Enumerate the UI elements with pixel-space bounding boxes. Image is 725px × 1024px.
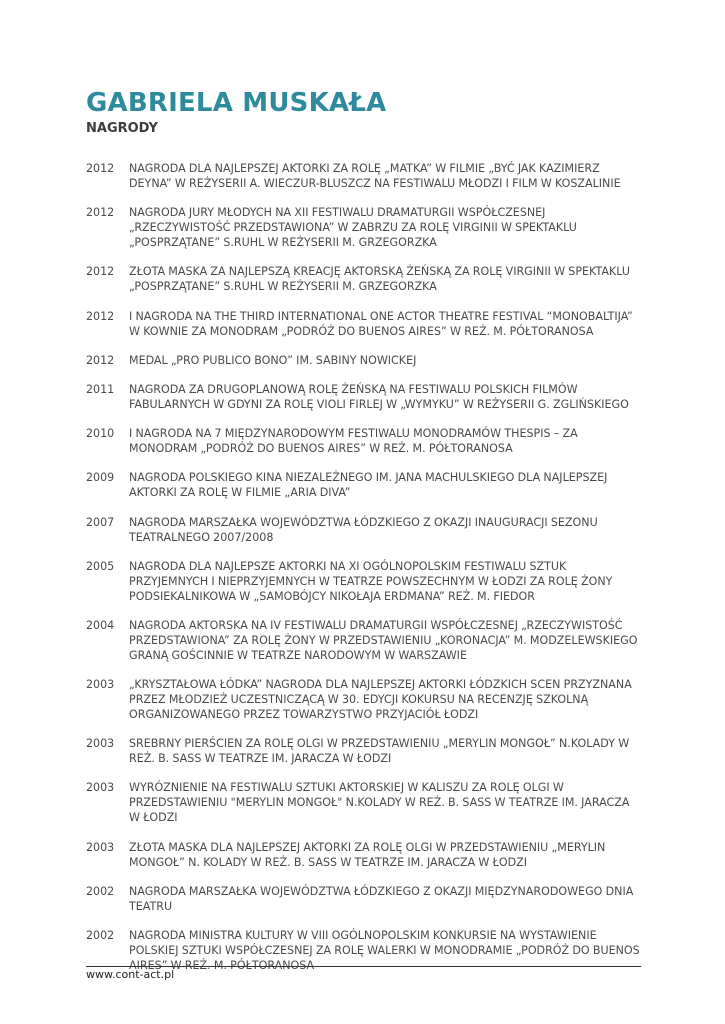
award-description: ZŁOTA MASKA ZA NAJLEPSZĄ KREACJĘ AKTORSKĄ ŻEŃSKĄ ZA ROLĘ VIRGINII W SPEKTAKLU „POSPRZĄTANE” S.RUHL W REŻYSERII M. GRZEGORZKA	[129, 265, 630, 294]
award-item	[86, 309, 641, 339]
page-title: GABRIELA MUSKAŁA	[86, 88, 387, 118]
award-description: MEDAL „PRO PUBLICO BONO” IM. SABINY NOWICKEJ	[129, 353, 417, 367]
award-item	[86, 470, 641, 500]
award-item	[86, 426, 641, 456]
award-item	[86, 559, 641, 604]
award-description: „KRYSZTAŁOWA ŁÓDKA” NAGRODA DLA NAJLEPSZEJ AKTORKI ŁÓDZKICH SCEN PRZYZNANA PRZEZ MŁODZIEŻ UCZESTNICZĄCĄ W 30. EDYCJI KOKURSU NA RECENZJĘ SZKOLNĄ ORGANIZOWANEGO PRZEZ TOWARZYSTWO PRZYJACIÓŁ ŁODZI	[129, 678, 632, 722]
award-item	[86, 515, 641, 545]
award-year: 2009	[86, 471, 115, 485]
award-year: 2012	[86, 162, 115, 175]
award-item	[86, 353, 641, 368]
award-item	[86, 161, 641, 191]
award-year: 2003	[86, 678, 115, 692]
award-description: NAGRODA MARSZAŁKA WOJEWÓDZTWA ŁÓDZKIEGO Z OKAZJI MIĘDZYNARODOWEGO DNIA TEATRU	[129, 884, 634, 913]
award-year: 2003	[86, 737, 115, 751]
award-description: SREBRNY PIERŚCIEN ZA ROLĘ OLGI W PRZEDSTAWIENIU „MERYLIN MONGOŁ” N.KOLADY W REŻ. B. SASS W TEATRZE IM. JARACZA W ŁODZI	[129, 737, 630, 766]
award-year: 2002	[86, 929, 115, 942]
awards-list	[86, 161, 641, 987]
award-year: 2003	[86, 840, 115, 854]
award-year: 2012	[86, 309, 115, 323]
award-description: I NAGRODA NA THE THIRD INTERNATIONAL ONE ACTOR THEATRE FESTIVAL “MONOBALTIJA” W KOWNIE ZA MONODRAM „PODRÓŻ DO BUENOS AIRES” W REŻ. M. PÓŁTORANOSA	[129, 309, 633, 338]
award-description: ZŁOTA MASKA DLA NAJLEPSZEJ AKTORKI ZA ROLĘ OLGI W PRZEDSTAWIENIU „MERYLIN MONGOŁ” N. KOLADY W REŻ. B. SASS W TEATRZE IM. JARACZA W ŁODZI	[129, 840, 606, 869]
award-year: 2004	[86, 618, 115, 632]
award-description: WYRÓZNIENIE NA FESTIWALU SZTUKI AKTORSKIEJ W KALISZU ZA ROLĘ OLGI W PRZEDSTAWIENIU "MERYLIN MONGOŁ" N.KOLADY W REŻ. B. SASS W TEATRZE IM. JARACZA W ŁODZI	[129, 781, 630, 825]
award-description: NAGRODA MARSZAŁKA WOJEWÓDZTWA ŁÓDZKIEGO Z OKAZJI INAUGURACJI SEZONU TEATRALNEGO 2007/2008	[129, 515, 598, 544]
award-year: 2012	[86, 353, 115, 367]
award-description: NAGRODA ZA DRUGOPLANOWĄ ROLĘ ŻEŃSKĄ NA FESTIWALU POLSKICH FILMÓW FABULARNYCH W GDYNI ZA ROLĘ VIOLI FIRLEJ W „WYMYKU” W REŻYSERII G. ZGLIŃSKIEGO	[129, 382, 629, 411]
award-description: NAGRODA MINISTRA KULTURY W VIII OGÓLNOPOLSKIM KONKURSIE NA WYSTAWIENIE POLSKIEJ SZTUKI WSPÓŁCZESNEJ ZA ROLĘ WALERKI W MONODRAMIE „PODRÓŻ DO BUENOS AIRES” W REŻ. M. PÓŁTORANOSA	[129, 929, 640, 972]
award-year: 2012	[86, 265, 115, 279]
footer-url[interactable]: www.cont-act.pl	[86, 968, 175, 981]
award-item	[86, 264, 641, 294]
award-year: 2010	[86, 427, 115, 441]
award-item	[86, 780, 641, 825]
section-heading: NAGRODY	[86, 121, 158, 136]
award-year: 2007	[86, 515, 115, 529]
award-item	[86, 618, 641, 663]
award-description: NAGRODA POLSKIEGO KINA NIEZALEŻNEGO IM. JANA MACHULSKIEGO DLA NAJLEPSZEJ AKTORKI ZA ROLĘ W FILMIE „ARIA DIVA”	[129, 471, 608, 500]
award-description: NAGRODA JURY MŁODYCH NA XII FESTIWALU DRAMATURGII WSPÓŁCZESNEJ „RZECZYWISTOŚĆ PRZEDSTAWIONA” W ZABRZU ZA ROLĘ VIRGINII W SPEKTAKLU „POSPRZĄTANE” S.RUHL W REŻYSERII M. GRZEGORZKA	[129, 206, 577, 250]
footer-divider	[86, 966, 641, 967]
award-item	[86, 382, 641, 412]
award-item	[86, 205, 641, 250]
award-item	[86, 736, 641, 766]
award-item	[86, 840, 641, 870]
award-year: 2005	[86, 559, 115, 573]
award-description: NAGRODA DLA NAJLEPSZE AKTORKI NA XI OGÓLNOPOLSKIM FESTIWALU SZTUK PRZYJEMNYCH I NIEPRZYJEMNYCH W TEATRZE POWSZECHNYM W ŁODZI ZA ROLĘ ŻONY PODSIEKALNIKOWA W „SAMOBÓJCY NIKOŁAJA ERDMANA” REŻ. M. FIEDOR	[129, 559, 613, 603]
award-description: NAGRODA DLA NAJLEPSZEJ AKTORKI ZA ROLĘ „MATKA” W FILMIE „BYĆ JAK KAZIMIERZ DEYNA” W REŻYSERII A. WIECZUR-BLUSZCZ NA FESTIWALU MŁODZI I FILM W KOSZALINIE	[129, 162, 621, 190]
award-year: 2011	[86, 382, 115, 396]
award-description: NAGRODA AKTORSKA NA IV FESTIWALU DRAMATURGII WSPÓŁCZESNEJ „RZECZYWISTOŚĆ PRZEDSTAWIONA” ZA ROLĘ ŻONY W PRZEDSTAWIENIU „KORONACJA” M. MODZELEWSKIEGO GRANĄ GOŚCINNIE W TEATRZE NARODOWYM W WARSZAWIE	[129, 618, 638, 662]
award-year: 2012	[86, 206, 115, 220]
award-item	[86, 884, 641, 914]
award-year: 2003	[86, 781, 115, 795]
award-year: 2002	[86, 884, 115, 898]
award-description: I NAGRODA NA 7 MIĘDZYNARODOWYM FESTIWALU MONODRAMÓW THESPIS – ZA MONODRAM „PODRÓŻ DO BUENOS AIRES” W REŻ. M. PÓŁTORANOSA	[129, 427, 578, 456]
award-item	[86, 677, 641, 722]
